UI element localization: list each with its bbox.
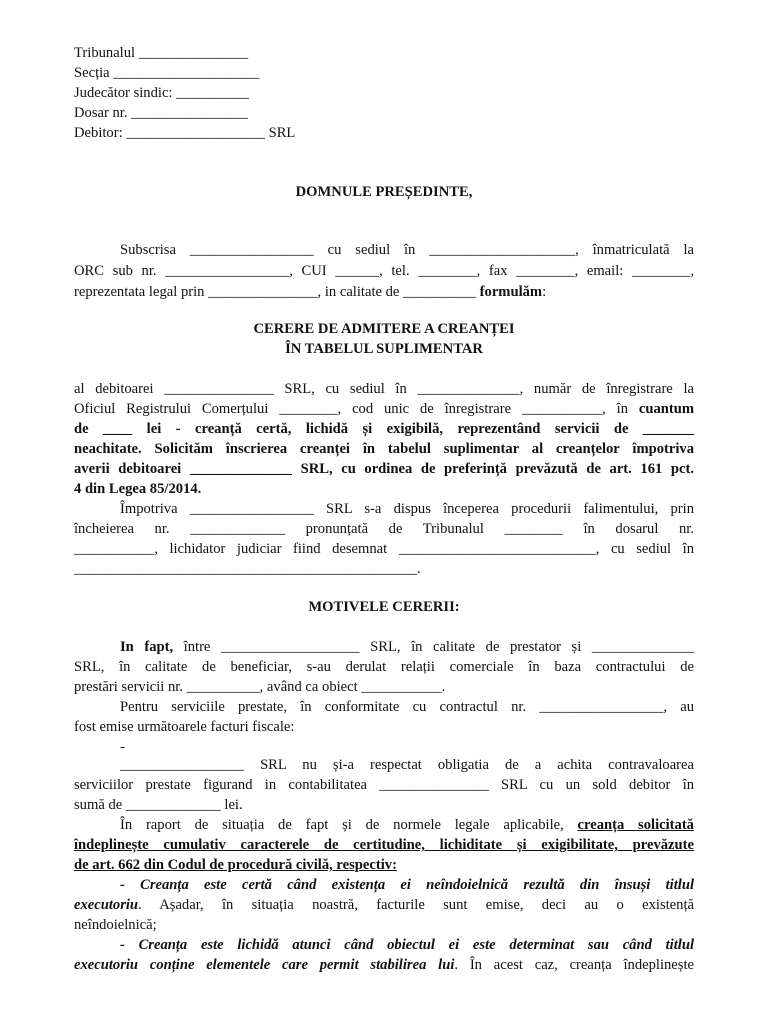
lichida-line-2 xyxy=(74,956,694,974)
raport-line-1 xyxy=(74,816,694,834)
body1-line-1: al debitoarei _______________ SRL, cu sediul în ______________, număr de înregistrare la xyxy=(74,381,694,397)
header-judecator: Judecător sindic: __________ xyxy=(74,85,250,101)
fapt-label: In fapt, xyxy=(120,639,174,655)
certa-executoriu: executoriu xyxy=(74,897,139,913)
servicii-bullet: - xyxy=(120,739,125,755)
raport-text: În raport de situația de fapt și de normele legale aplicabile, xyxy=(120,817,578,833)
section-title-motive: MOTIVELE CERERII: xyxy=(308,599,460,615)
intro-text: reprezentata legal prin _______________, in calitate de __________ xyxy=(74,284,480,300)
fapt-line-1 xyxy=(74,638,694,656)
header-tribunal: Tribunalul _______________ xyxy=(74,45,249,61)
intro-line-3 xyxy=(74,283,546,301)
fapt-line-3: prestări servicii nr. __________, având ca obiect ___________. xyxy=(74,679,446,695)
fapt-text: între ___________________ SRL, în calitate de prestator și ______________ xyxy=(173,639,694,655)
obligatie-line-1: _________________ SRL nu și-a respectat obligatia de a achita contravaloarea xyxy=(120,757,694,773)
body2-line-2: încheierea nr. _____________ pronunțată de Tribunalul ________ în dosarul nr. xyxy=(74,521,694,537)
certa-line-2 xyxy=(74,896,694,914)
intro-line-2: ORC sub nr. _________________, CUI ______, tel. ________, fax ________, email: ________, xyxy=(74,263,694,279)
servicii-line-2: fost emise următoarele facturi fiscale: xyxy=(74,719,295,735)
body2-line-1: Împotriva _________________ SRL s-a dispus începerea procedurii falimentului, prin xyxy=(120,501,694,517)
body2-line-3: ___________, lichidator judiciar fiind desemnat ___________________________, cu sediul în xyxy=(74,541,694,557)
certa-line-1: - Creanța este certă când existența ei neîndoielnică rezultă din însuși titlul xyxy=(120,877,694,893)
intro-formulam: formulăm xyxy=(479,284,543,300)
body1-line-6: 4 din Legea 85/2014. xyxy=(74,481,202,497)
subtitle-line-1: CERERE DE ADMITERE A CREANȚEI xyxy=(253,321,515,337)
body1-line-3: de ____ lei - creanță certă, lichidă și exigibilă, reprezentând servicii de _______ xyxy=(74,421,694,437)
intro-colon: : xyxy=(542,284,547,300)
document-title: DOMNULE PREȘEDINTE, xyxy=(295,184,473,200)
intro-line-1: Subscrisa _________________ cu sediul în ____________________, înmatriculată la xyxy=(120,242,694,258)
raport-line-2: îndeplinește cumulativ caracterele de certitudine, lichiditate și exigibilitate, prevăzute xyxy=(74,837,694,853)
fapt-line-2: SRL, în calitate de beneficiar, s-au derulat relații comerciale în baza contractului de xyxy=(74,659,694,675)
header-sectia: Secția ____________________ xyxy=(74,65,260,81)
raport-emphasis: creanța solicitată xyxy=(577,817,694,833)
lichida-text: . În acest caz, creanța îndeplinește xyxy=(454,957,694,973)
certa-text: . Așadar, în situația noastră, facturile sunt emise, deci au o existență xyxy=(138,897,694,913)
raport-line-3: de art. 662 din Codul de procedură civilă, respectiv: xyxy=(74,857,397,873)
servicii-line-1: Pentru serviciile prestate, în conformitate cu contractul nr. _________________, au xyxy=(120,699,694,715)
header-debitor: Debitor: ___________________ SRL xyxy=(74,125,296,141)
body1-line-2 xyxy=(74,400,694,418)
header-dosar: Dosar nr. ________________ xyxy=(74,105,248,121)
body1-line-4: neachitate. Solicităm înscrierea creanței în tabelul suplimentar al creanțelor împotriva xyxy=(74,441,694,457)
lichida-line-1: - Creanța este lichidă atunci când obiectul ei este determinat sau când titlul xyxy=(120,937,694,953)
obligatie-line-2: serviciilor prestate figurand in contabilitatea _______________ SRL cu un sold debitor în xyxy=(74,777,694,793)
obligatie-line-3: sumă de _____________ lei. xyxy=(74,797,243,813)
body1-cuantum: cuantum xyxy=(638,401,694,417)
body1-line-5: averii debitoarei ______________ SRL, cu ordinea de preferință prevăzută de art. 161 pct. xyxy=(74,461,694,477)
body2-line-4: _______________________________________________. xyxy=(74,561,421,577)
subtitle-line-2: ÎN TABELUL SUPLIMENTAR xyxy=(285,341,483,357)
certa-line-3: neîndoielnică; xyxy=(74,917,157,933)
lichida-executoriu: executoriu conține elementele care permit stabilirea lui xyxy=(74,957,455,973)
body1-text: Oficiul Registrului Comerțului ________, cod unic de înregistrare ___________, în xyxy=(74,401,639,417)
